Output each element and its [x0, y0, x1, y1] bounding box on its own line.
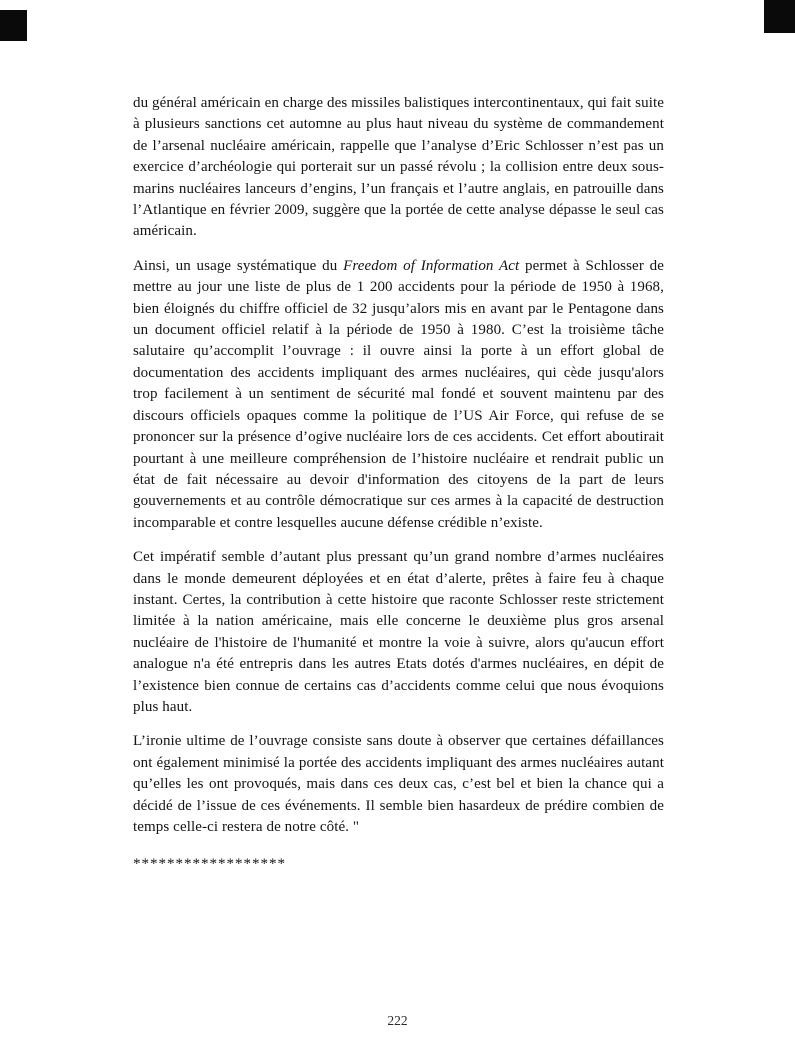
asterisk-divider: ****************** [133, 856, 286, 873]
scan-artifact-top-right [764, 0, 795, 33]
book-title-italic: Freedom of Information Act [343, 257, 520, 274]
paragraph-4: L’ironie ultime de l’ouvrage consiste sans doute à observer que certaines défaillances ont également minimisé la portée des accidents impliquant des armes nucléaires autant qu’elles les ont provoqués, mais dans ces deux cas, c’est bel et bien la chance qui a décidé de l’issue de ces événements. Il semble bien hasardeux de prédire combien de temps celle-ci restera de notre côté. " [133, 733, 664, 835]
text-block [133, 93, 664, 873]
paragraph-2 [133, 256, 664, 534]
scan-artifact-top-left [0, 10, 27, 41]
paragraph-3: Cet impératif semble d’autant plus pressant qu’un grand nombre d’armes nucléaires dans le monde demeurent déployées et en état d’alerte, prêtes à faire feu à chaque instant. Certes, la contribution à cette histoire que raconte Schlosser reste strictement limitée à la nation américaine, mais elle concerne le deuxième plus gros arsenal nucléaire de l'histoire de l'humanité et montre la voie à suivre, alors qu'aucun effort analogue n'a été entrepris dans les autres Etats dotés d'armes nucléaires, en dépit de l’existence bien connue de certains cas d’accidents comme celui que nous évoquions plus haut. [133, 549, 664, 715]
paragraph-2-text-before: Ainsi, un usage systématique du [133, 257, 344, 274]
page-number: 222 [387, 1013, 408, 1028]
paragraph-1: du général américain en charge des missiles balistiques intercontinentaux, qui fait suite à plusieurs sanctions cet automne au plus haut niveau du système de commandement de l’arsenal nucléaire américain, rappelle que l’analyse d’Eric Schlosser n’est pas un exercice d’archéologie qui porterait sur un passé révolu ; la collision entre deux sous-marins nucléaires lanceurs d’engins, l’un français et l’autre anglais, en patrouille dans l’Atlantique en février 2009, suggère que la portée de cette analyse dépasse le seul cas américain. [133, 95, 664, 240]
paragraph-2-text-after: permet à Schlosser de mettre au jour une liste de plus de 1 200 accidents pour la période de 1950 à 1968, bien éloignés du chiffre officiel de 32 jusqu’alors mis en avant par le Pentagone dans un document officiel relatif à la période de 1950 à 1980. C’est la troisième tâche salutaire qu’accomplit l’ouvrage : il ouvre ainsi la porte à un effort global de documentation des accidents impliquant des armes nucléaires, qui cède jusqu'alors trop facilement à un sentiment de sécurité mal fondé et souvent maintenu par des discours officiels opaques comme la politique de l’US Air Force, qui refuse de se prononcer sur la présence d’ogive nucléaire lors de ces accidents. Cet effort aboutirait pourtant à une meilleure compréhension de l’histoire nucléaire et rendrait public un état de fait nécessaire au devoir d'information des citoyens de la part de leurs gouvernements et au contrôle démocratique sur ces armes à la capacité de destruction incomparable et contre lesquelles aucune défense crédible n’existe. [133, 257, 665, 531]
